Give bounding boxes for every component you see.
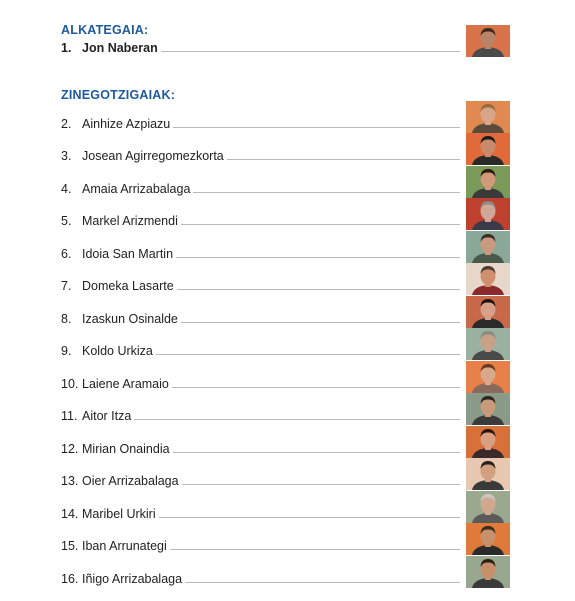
candidate-row xyxy=(61,198,510,230)
candidate-photo xyxy=(466,393,510,425)
candidate-number: 7. xyxy=(61,279,72,293)
candidate-name: Iñigo Arrizabalaga xyxy=(82,572,185,586)
candidate-photo xyxy=(466,458,510,490)
portrait-icon xyxy=(466,231,510,263)
candidate-name: Amaia Arrizabalaga xyxy=(82,182,193,196)
candidate-photo xyxy=(466,263,510,295)
candidate-number: 2. xyxy=(61,117,72,131)
candidate-name: Laiene Aramaio xyxy=(82,377,172,391)
candidate-number: 8. xyxy=(61,312,72,326)
portrait-icon xyxy=(466,328,510,360)
candidate-number: 11. xyxy=(61,409,78,423)
candidate-photo xyxy=(466,231,510,263)
candidate-photo xyxy=(466,25,510,57)
portrait-icon xyxy=(466,133,510,165)
portrait-icon xyxy=(466,556,510,588)
portrait-icon xyxy=(466,166,510,198)
portrait-icon xyxy=(466,426,510,458)
candidate-number: 3. xyxy=(61,149,72,163)
portrait-icon xyxy=(466,263,510,295)
candidate-name: Ainhize Azpiazu xyxy=(82,117,173,131)
candidate-photo xyxy=(466,328,510,360)
candidate-row xyxy=(61,101,510,133)
portrait-icon xyxy=(466,491,510,523)
portrait-icon xyxy=(466,296,510,328)
candidate-photo xyxy=(466,198,510,230)
candidate-row xyxy=(61,491,510,523)
candidate-photo xyxy=(466,523,510,555)
candidate-name: Jon Naberan xyxy=(82,41,161,55)
candidate-name: Mirian Onaindia xyxy=(82,442,173,456)
candidate-number: 4. xyxy=(61,182,72,196)
portrait-icon xyxy=(466,458,510,490)
candidate-number: 6. xyxy=(61,247,72,261)
candidate-number: 5. xyxy=(61,214,72,228)
candidate-name: Idoia San Martin xyxy=(82,247,176,261)
councillors-heading: ZINEGOTZIGAIAK: xyxy=(61,88,176,102)
dotted-leader-line xyxy=(82,419,460,420)
candidate-name: Izaskun Osinalde xyxy=(82,312,181,326)
portrait-icon xyxy=(466,198,510,230)
candidate-number: 14. xyxy=(61,507,79,521)
portrait-icon xyxy=(466,393,510,425)
candidate-photo xyxy=(466,296,510,328)
candidate-photo xyxy=(466,556,510,588)
candidate-row xyxy=(61,556,510,588)
candidate-row xyxy=(61,166,510,198)
candidate-row xyxy=(61,458,510,490)
candidate-photo xyxy=(466,361,510,393)
candidate-row xyxy=(61,426,510,458)
portrait-icon xyxy=(466,101,510,133)
candidate-photo xyxy=(466,166,510,198)
candidate-name: Koldo Urkiza xyxy=(82,344,156,358)
candidate-number: 15. xyxy=(61,539,79,553)
mayor-heading: ALKATEGAIA: xyxy=(61,23,149,37)
candidate-number: 12. xyxy=(61,442,79,456)
portrait-icon xyxy=(466,361,510,393)
candidate-photo xyxy=(466,491,510,523)
candidate-number: 10. xyxy=(61,377,79,391)
candidate-name: Domeka Lasarte xyxy=(82,279,177,293)
portrait-icon xyxy=(466,25,510,57)
candidate-name: Markel Arizmendi xyxy=(82,214,181,228)
candidate-row xyxy=(61,263,510,295)
candidate-row xyxy=(61,361,510,393)
candidate-row xyxy=(61,523,510,555)
candidate-photo xyxy=(466,426,510,458)
candidate-row xyxy=(61,25,510,57)
candidate-name: Oier Arrizabalaga xyxy=(82,474,182,488)
candidate-number: 1. xyxy=(61,41,72,55)
candidate-name: Aitor Itza xyxy=(82,409,134,423)
candidate-photo xyxy=(466,133,510,165)
candidate-number: 9. xyxy=(61,344,72,358)
candidate-name: Iban Arrunategi xyxy=(82,539,170,553)
candidate-row xyxy=(61,296,510,328)
candidate-row xyxy=(61,328,510,360)
candidate-number: 13. xyxy=(61,474,79,488)
candidate-row xyxy=(61,231,510,263)
portrait-icon xyxy=(466,523,510,555)
candidate-name: Josean Agirregomezkorta xyxy=(82,149,227,163)
candidate-row xyxy=(61,133,510,165)
candidate-number: 16. xyxy=(61,572,79,586)
candidate-row xyxy=(61,393,510,425)
candidate-photo xyxy=(466,101,510,133)
candidate-name: Maribel Urkiri xyxy=(82,507,159,521)
